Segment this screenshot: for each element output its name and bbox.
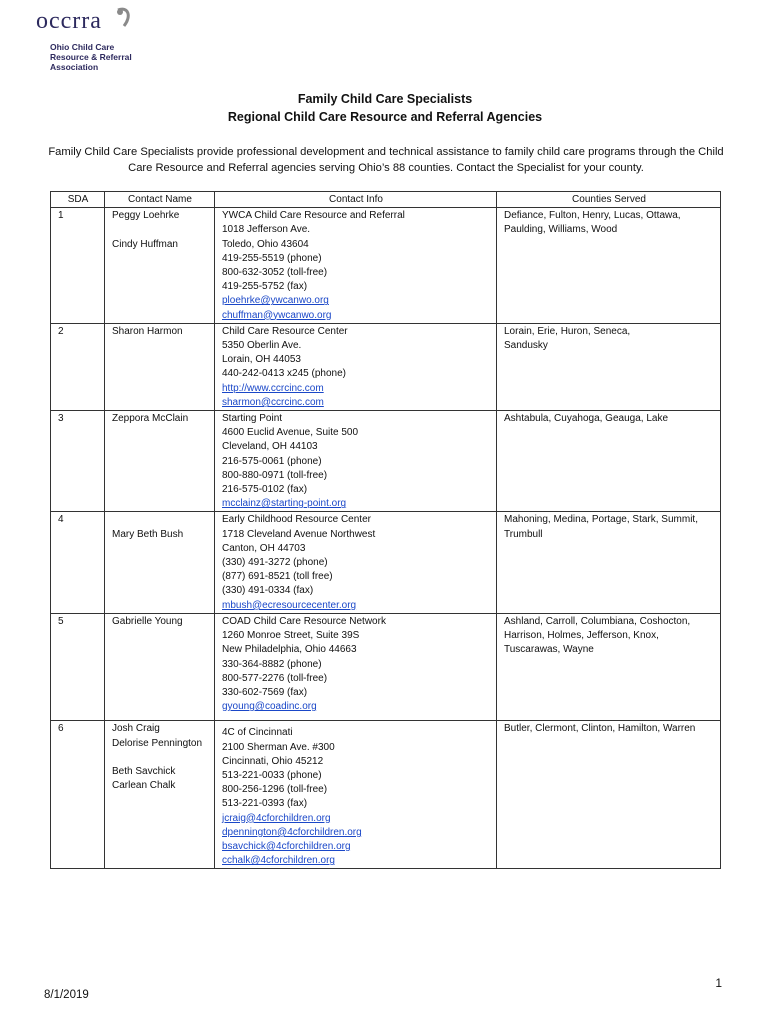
sda-number: 5	[58, 615, 64, 627]
table-row	[51, 613, 721, 720]
contact-name: Beth Savchick	[112, 765, 176, 777]
sda-cell	[51, 208, 105, 324]
contact-name-cell	[105, 512, 215, 613]
contact-info-line: 513-221-0033 (phone)	[222, 769, 322, 781]
counties-line: Trumbull	[504, 528, 543, 540]
contact-info-line: 800-577-2276 (toll-free)	[222, 672, 328, 684]
counties-line: Lorain, Erie, Huron, Seneca,	[504, 325, 631, 337]
sda-cell	[51, 323, 105, 410]
contact-info-line: (330) 491-3272 (phone)	[222, 557, 328, 569]
contact-info-line: 1718 Cleveland Avenue Northwest	[222, 528, 376, 540]
logo-swoosh-icon	[98, 6, 134, 36]
contact-link[interactable]: chuffman@ywcanwo.org	[222, 309, 332, 321]
contact-info-cell	[215, 411, 497, 512]
contact-info-line: 5350 Oberlin Ave.	[222, 340, 302, 352]
contact-link[interactable]: sharmon@ccrcinc.com	[222, 396, 324, 408]
contact-info-line: 2100 Sherman Ave. #300	[222, 741, 335, 753]
table-row	[51, 323, 721, 410]
contact-info-line: 513-221-0393 (fax)	[222, 798, 308, 810]
sda-number: 1	[58, 210, 64, 222]
contact-info-line: 419-255-5752 (fax)	[222, 281, 308, 293]
counties-line: Tuscarawas, Wayne	[504, 644, 594, 656]
sda-number: 3	[58, 413, 64, 425]
contact-name: Josh Craig	[112, 723, 160, 735]
contact-info-cell	[215, 208, 497, 324]
sda-number: 4	[58, 514, 64, 526]
document-title: Family Child Care Specialists	[297, 92, 473, 106]
table-row	[51, 512, 721, 613]
contact-name	[112, 223, 208, 237]
contact-info-line: Cincinnati, Ohio 45212	[222, 755, 324, 767]
contact-link[interactable]: gyoung@coadinc.org	[222, 701, 317, 713]
counties-line: Ashtabula, Cuyahoga, Geauga, Lake	[504, 413, 669, 425]
contact-info-line: 800-256-1296 (toll-free)	[222, 784, 328, 796]
contact-name: Peggy Loehrke	[112, 210, 180, 222]
table-row	[51, 411, 721, 512]
contact-info-line: (330) 491-0334 (fax)	[222, 585, 314, 597]
contact-info-line: 4600 Euclid Avenue, Suite 500	[222, 427, 359, 439]
contact-info-line: 800-632-3052 (toll-free)	[222, 267, 328, 279]
table-body	[51, 208, 721, 869]
contact-link[interactable]: jcraig@4cforchildren.org	[222, 812, 331, 824]
contact-name: Mary Beth Bush	[112, 528, 184, 540]
specialists-table	[50, 191, 721, 869]
header-contact-info: Contact Info	[215, 192, 497, 208]
contact-name: Delorise Pennington	[112, 737, 203, 749]
header-sda: SDA	[51, 192, 105, 208]
contact-info-line: Canton, OH 44703	[222, 542, 306, 554]
sda-number: 6	[58, 723, 64, 735]
contact-info-line: (877) 691-8521 (toll free)	[222, 571, 333, 583]
contact-info-line: Lorain, OH 44053	[222, 354, 301, 366]
sda-cell	[51, 411, 105, 512]
contact-link[interactable]: mbush@ecresourcecenter.org	[222, 599, 357, 611]
counties-cell	[497, 411, 721, 512]
contact-name: Zeppora McClain	[112, 413, 189, 425]
contact-name: Cindy Huffman	[112, 238, 178, 250]
contact-info-line: Cleveland, OH 44103	[222, 441, 318, 453]
table-header-row	[51, 192, 721, 208]
contact-name-cell	[105, 613, 215, 720]
contact-link[interactable]: ploehrke@ywcanwo.org	[222, 295, 329, 307]
contact-info-line: Early Childhood Resource Center	[222, 514, 371, 526]
counties-cell	[497, 512, 721, 613]
contact-info-line: YWCA Child Care Resource and Referral	[222, 210, 405, 222]
counties-line: Harrison, Holmes, Jefferson, Knox,	[504, 630, 659, 642]
contact-info-line: 1018 Jefferson Ave.	[222, 224, 311, 236]
contact-name	[112, 513, 208, 527]
contact-info-line: 440-242-0413 x245 (phone)	[222, 368, 346, 380]
footer-date: 8/1/2019	[44, 989, 89, 1001]
sda-cell	[51, 613, 105, 720]
sda-cell	[51, 721, 105, 869]
contact-link[interactable]: http://www.ccrcinc.com	[222, 382, 324, 394]
contact-name	[112, 751, 208, 765]
logo-org-line: Ohio Child Care	[50, 42, 115, 52]
contact-name: Sharon Harmon	[112, 325, 183, 337]
counties-line: Sandusky	[504, 340, 548, 352]
contact-name-cell	[105, 323, 215, 410]
contact-link[interactable]: cchalk@4cforchildren.org	[222, 855, 335, 867]
document-subtitle: Regional Child Care Resource and Referral Agencies	[227, 110, 543, 124]
contact-info-cell	[215, 323, 497, 410]
counties-cell	[497, 208, 721, 324]
contact-name: Carlean Chalk	[112, 780, 176, 792]
contact-name-cell	[105, 411, 215, 512]
sda-cell	[51, 512, 105, 613]
counties-line: Mahoning, Medina, Portage, Stark, Summit,	[504, 514, 698, 526]
contact-info-line: 800-880-0971 (toll-free)	[222, 469, 328, 481]
contact-name-cell	[105, 721, 215, 869]
contact-info-line: 216-575-0061 (phone)	[222, 455, 322, 467]
logo-wordmark: occrra	[36, 8, 102, 34]
logo-org-name	[50, 42, 150, 72]
contact-info-line: 1260 Monroe Street, Suite 39S	[222, 630, 360, 642]
counties-cell	[497, 613, 721, 720]
table-row	[51, 208, 721, 324]
contact-link[interactable]: bsavchick@4cforchildren.org	[222, 840, 351, 852]
contact-info-line: COAD Child Care Resource Network	[222, 615, 386, 627]
contact-link[interactable]: dpennington@4cforchildren.org	[222, 826, 362, 838]
sda-number: 2	[58, 325, 64, 337]
contact-name-cell	[105, 208, 215, 324]
counties-line: Ashland, Carroll, Columbiana, Coshocton,	[504, 615, 691, 627]
contact-info-line: Child Care Resource Center	[222, 325, 348, 337]
page-number: 1	[715, 976, 722, 990]
contact-info-line: Starting Point	[222, 413, 283, 425]
counties-line: Butler, Clermont, Clinton, Hamilton, Warren	[504, 723, 696, 735]
intro-paragraph: Family Child Care Specialists provide professional development and technical assistance to family child care programs through the Child Care Resource and Referral agencies serving Ohio’s 88 counties. Contact the Specialist for your county.	[48, 146, 724, 174]
counties-line: Paulding, Williams, Wood	[504, 224, 618, 236]
contact-info-line: 419-255-5519 (phone)	[222, 252, 322, 264]
header-counties-served: Counties Served	[497, 192, 721, 208]
counties-cell	[497, 721, 721, 869]
contact-info-line: 330-602-7569 (fax)	[222, 686, 308, 698]
occrra-logo	[36, 6, 146, 72]
contact-info-cell	[215, 721, 497, 869]
contact-info-line: New Philadelphia, Ohio 44663	[222, 644, 357, 656]
contact-info-cell	[215, 613, 497, 720]
logo-org-line: Association	[50, 62, 99, 72]
contact-link[interactable]: mcclainz@starting-point.org	[222, 498, 347, 510]
contact-name: Gabrielle Young	[112, 615, 183, 627]
counties-line: Defiance, Fulton, Henry, Lucas, Ottawa,	[504, 210, 681, 222]
header-contact-name: Contact Name	[105, 192, 215, 208]
contact-info-line: 216-575-0102 (fax)	[222, 484, 308, 496]
logo-org-line: Resource & Referral	[50, 52, 132, 62]
table-row	[51, 721, 721, 869]
contact-info-line: 330-364-8882 (phone)	[222, 658, 322, 670]
counties-cell	[497, 323, 721, 410]
contact-info-line: Toledo, Ohio 43604	[222, 238, 309, 250]
contact-info-cell	[215, 512, 497, 613]
contact-info-line: 4C of Cincinnati	[222, 727, 293, 739]
